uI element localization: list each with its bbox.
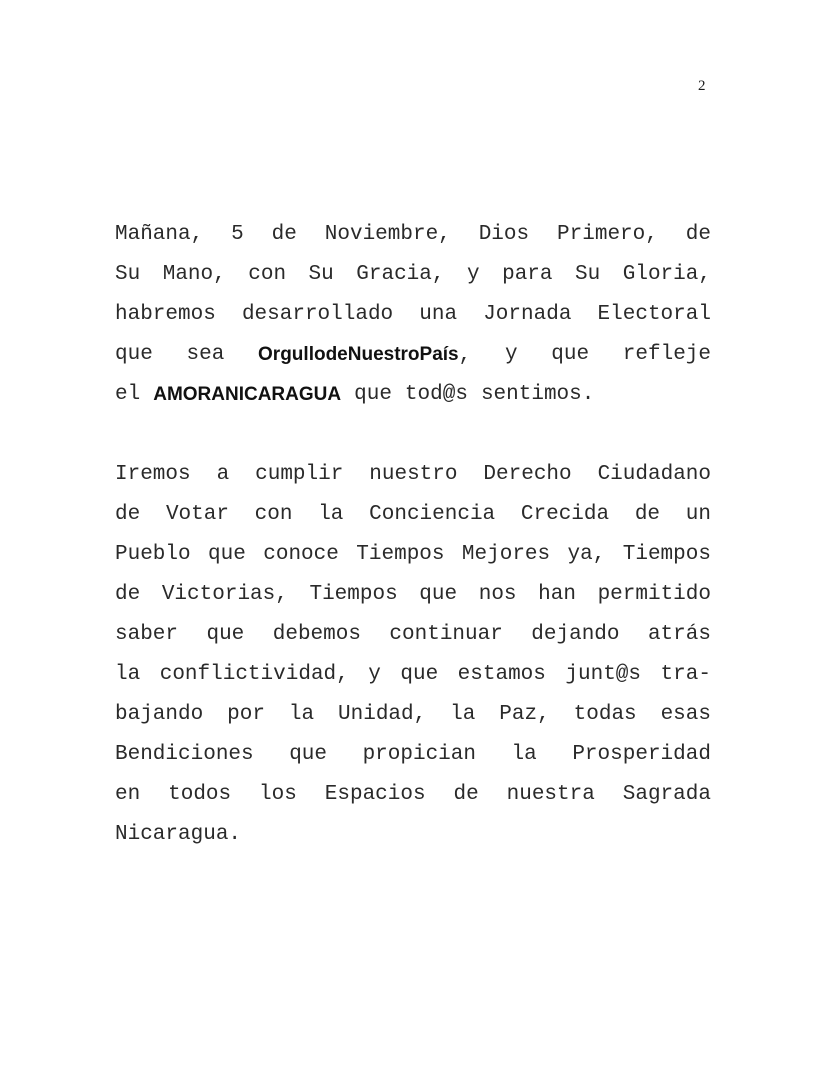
word: una	[419, 303, 458, 326]
word: refleje	[622, 343, 711, 366]
word: Ciudadano	[597, 463, 711, 486]
word: los	[259, 783, 297, 806]
emphasis-text: OrgullodeNuestroPaís	[258, 344, 459, 365]
word: Tiempos	[309, 583, 398, 606]
text-line	[115, 618, 711, 658]
word: la	[450, 703, 476, 726]
word: Su	[115, 263, 141, 286]
word: Gracia,	[356, 263, 445, 286]
word: sea	[186, 343, 225, 366]
text-line	[115, 338, 711, 378]
word: Iremos	[115, 463, 191, 486]
word: un	[685, 503, 711, 526]
word: la	[318, 503, 344, 526]
word: Crecida	[520, 503, 610, 526]
word: Sagrada	[622, 783, 711, 806]
paragraph-2	[115, 458, 711, 858]
word: de	[115, 503, 141, 526]
text-line	[115, 698, 711, 738]
word: Paz,	[499, 703, 550, 726]
text-line	[115, 378, 711, 418]
word: con	[254, 503, 293, 526]
word: Dios	[478, 223, 530, 246]
word: Primero,	[557, 223, 658, 246]
word: que	[206, 623, 245, 646]
word: y	[504, 343, 518, 366]
word: Nicaragua.	[115, 823, 242, 846]
word: Pueblo	[115, 543, 191, 566]
word: que	[419, 583, 458, 606]
word: junt@s	[565, 663, 642, 686]
word: Mano,	[162, 263, 226, 286]
word: de	[634, 503, 661, 526]
word: atrás	[647, 623, 711, 646]
word: para	[502, 263, 553, 286]
word: cumplir	[255, 463, 344, 486]
word: todos	[168, 783, 232, 806]
word: que	[115, 343, 153, 366]
word: nuestro	[369, 463, 458, 486]
word: propician	[362, 743, 476, 766]
word: Conciencia	[369, 503, 496, 526]
word: la	[511, 743, 537, 766]
text-line	[115, 458, 711, 498]
word: sentimos.	[480, 383, 595, 406]
word: nuestra	[506, 783, 595, 806]
word: Noviembre,	[324, 223, 451, 246]
word: Derecho	[483, 463, 572, 486]
word: permitido	[597, 583, 711, 606]
page-number: 2	[698, 78, 706, 94]
word: de	[271, 223, 297, 246]
text-line	[115, 818, 711, 858]
word: que	[289, 743, 327, 766]
word: OrgullodeNuestroPaís,	[258, 344, 472, 367]
word: en	[115, 783, 141, 806]
word: y	[368, 663, 381, 686]
word: Tiempos	[356, 543, 445, 566]
word: conoce	[263, 543, 339, 566]
word: Su	[575, 263, 601, 286]
word: que	[400, 663, 439, 686]
word: Su	[308, 263, 334, 286]
word: continuar	[389, 623, 503, 646]
text-line	[115, 218, 711, 258]
text-line	[115, 538, 711, 578]
word: estamos	[457, 663, 546, 686]
text-line	[115, 658, 711, 698]
word: Unidad,	[338, 703, 427, 726]
word: Bendiciones	[115, 743, 254, 766]
text-line	[115, 298, 711, 338]
word: Votar	[165, 503, 229, 526]
word: tod@s	[404, 383, 468, 406]
text-line	[115, 498, 711, 538]
word: conflictividad,	[159, 663, 349, 686]
word: de	[685, 223, 711, 246]
word: la	[288, 703, 315, 726]
word: nos	[478, 583, 517, 606]
word: Victorias,	[161, 583, 288, 606]
emphasis-text: AMORANICARAGUA	[153, 384, 342, 405]
word: que	[551, 343, 590, 366]
word: Prosperidad	[572, 743, 711, 766]
word: debemos	[272, 623, 361, 646]
word: que	[208, 543, 246, 566]
word: Gloria,	[622, 263, 711, 286]
word: Jornada	[483, 303, 572, 326]
word: Espacios	[324, 783, 426, 806]
word: a	[216, 463, 230, 486]
word: y	[466, 263, 480, 286]
text-line	[115, 738, 711, 778]
word	[153, 378, 341, 418]
word: 5	[231, 223, 244, 246]
word: de	[115, 583, 141, 606]
word: Electoral	[597, 303, 711, 326]
word: habremos	[115, 303, 216, 326]
word: la	[115, 663, 141, 686]
word: dejando	[531, 623, 620, 646]
word: el	[115, 383, 141, 406]
word: Mejores	[461, 543, 551, 566]
word: han	[538, 583, 576, 606]
text-line	[115, 778, 711, 818]
word: saber	[115, 623, 179, 646]
word: Mañana,	[115, 223, 204, 246]
word: tra-	[660, 663, 711, 686]
paragraph-1	[115, 218, 711, 418]
word: todas	[573, 703, 637, 726]
word: con	[248, 263, 287, 286]
word: bajando	[115, 703, 204, 726]
word: por	[227, 703, 265, 726]
word: ya,	[567, 543, 606, 566]
text-line	[115, 258, 711, 298]
word: de	[453, 783, 479, 806]
text-line	[115, 578, 711, 618]
word: Tiempos	[622, 543, 711, 566]
word: que	[354, 383, 392, 406]
word: esas	[660, 703, 711, 726]
word: desarrollado	[241, 303, 394, 326]
